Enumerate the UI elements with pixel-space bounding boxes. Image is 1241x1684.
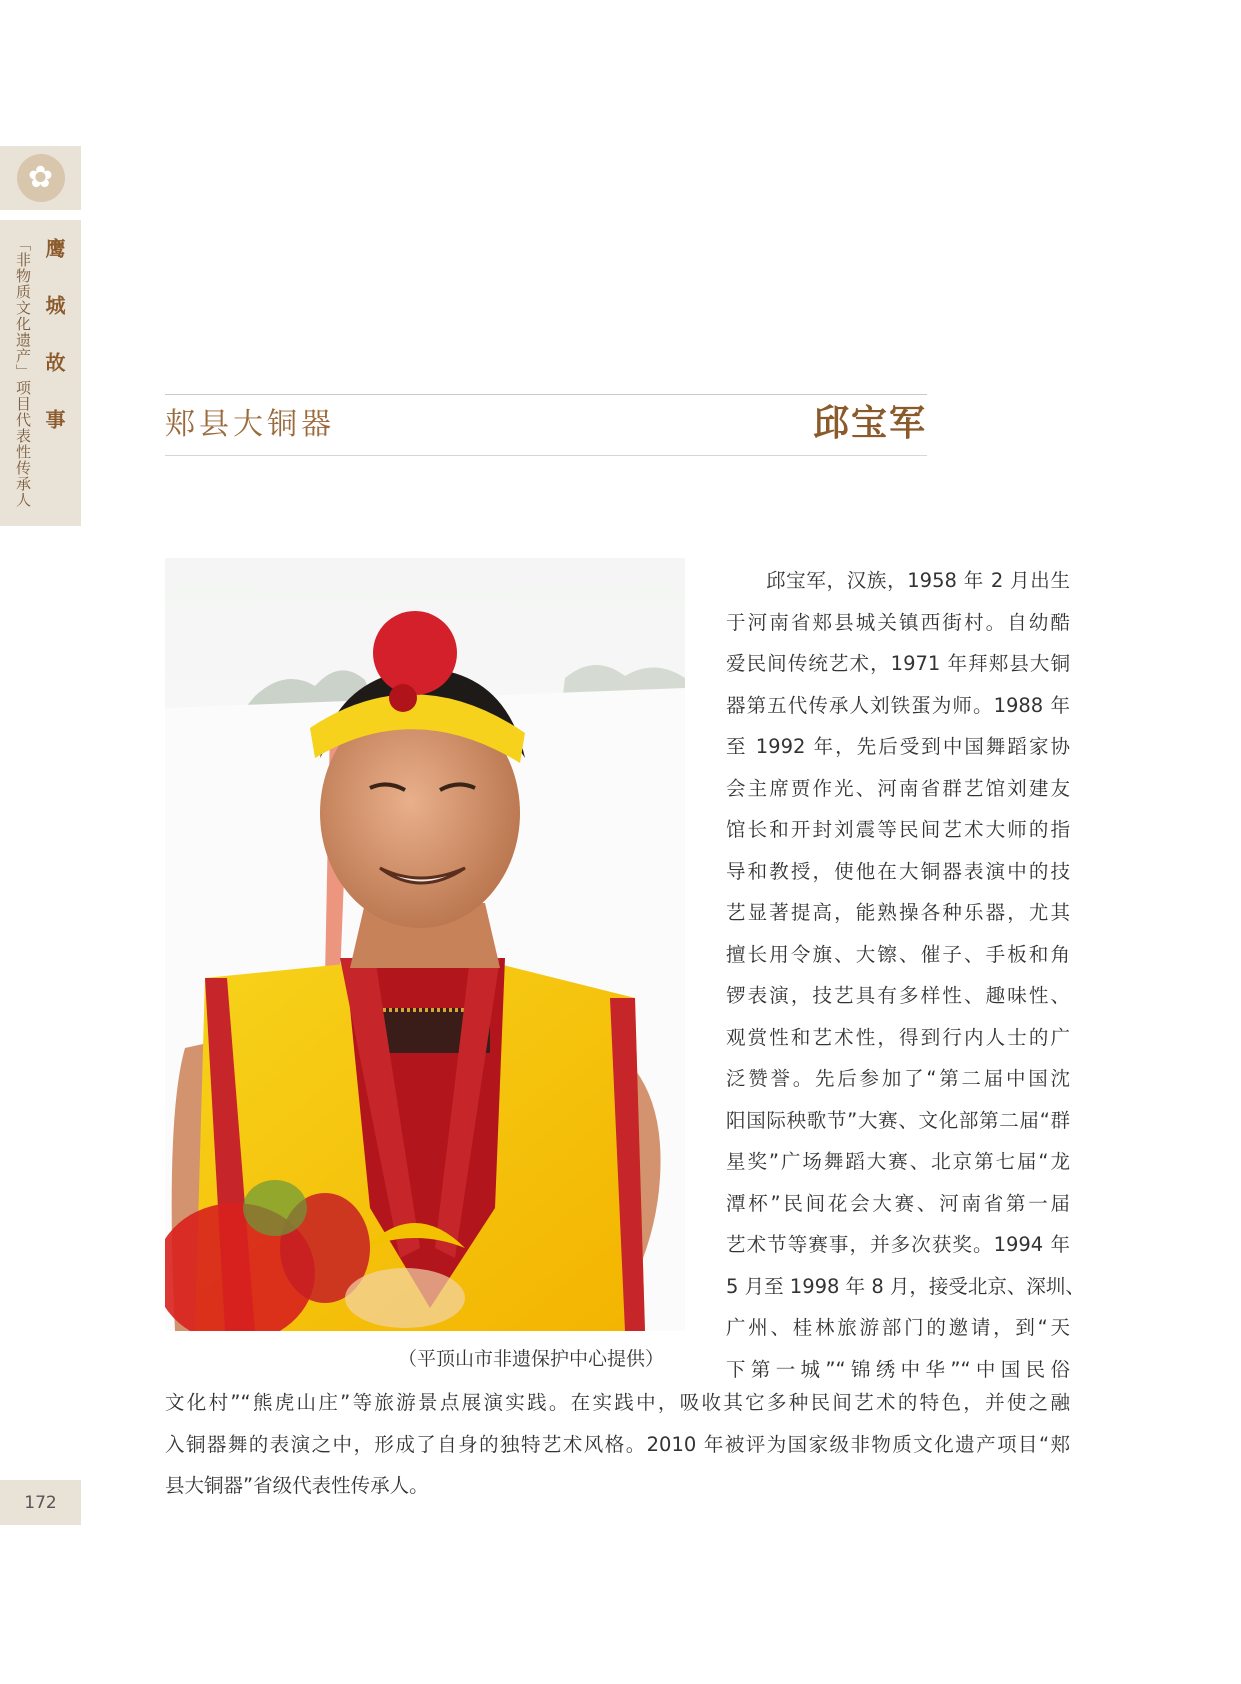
header-rule-top xyxy=(165,394,927,395)
body-line: 阳国际秧歌节”大赛、文化部第二届“群 xyxy=(726,1108,1070,1132)
body-line: 至 1992 年，先后受到中国舞蹈家协 xyxy=(726,735,1070,758)
body-line: 泛赞誉。先后参加了“第二届中国沈 xyxy=(726,1067,1070,1090)
side-emblem xyxy=(0,146,81,210)
side-tab xyxy=(0,220,81,526)
body-line: 艺术节等赛事，并多次获奖。1994 年 xyxy=(726,1233,1070,1256)
body-line: 会主席贾作光、河南省群艺馆刘建友 xyxy=(726,776,1070,800)
portrait-photo xyxy=(165,558,685,1331)
body-line: 5 月至 1998 年 8 月，接受北京、深圳、 xyxy=(726,1274,1085,1298)
body-line: 馆长和开封刘震等民间艺术大师的指 xyxy=(726,818,1070,841)
photo-caption: （平顶山市非遗保护中心提供） xyxy=(398,1348,665,1370)
body-line: 星奖”广场舞蹈大赛、北京第七届“龙 xyxy=(726,1150,1070,1173)
body-text-column xyxy=(726,560,1085,1390)
body-line: 擅长用令旗、大镲、催子、手板和角 xyxy=(726,942,1070,966)
body-line: 锣表演，技艺具有多样性、趣味性、 xyxy=(726,984,1070,1007)
body-line: 于河南省郏县城关镇西街村。自幼酷 xyxy=(726,610,1070,634)
body-line: 县大铜器”省级代表性传承人。 xyxy=(165,1474,429,1497)
body-line: 器第五代传承人刘铁蛋为师。1988 年 xyxy=(726,693,1070,717)
body-text-full-width xyxy=(165,1382,1070,1507)
header-rule-bottom xyxy=(165,455,927,456)
body-line: 邱宝军，汉族，1958 年 2 月出生 xyxy=(766,569,1070,592)
body-line: 艺显著提高，能熟操各种乐器，尤其 xyxy=(726,901,1070,924)
body-line: 文化村”“熊虎山庄”等旅游景点展演实践。在实践中，吸收其它多种民间艺术的特色，并使之融 xyxy=(165,1391,1070,1414)
body-line: 观赏性和艺术性，得到行内人士的广 xyxy=(726,1025,1070,1049)
person-name: 邱宝军 xyxy=(812,402,927,444)
ornament-roundel-icon: ✿ xyxy=(17,154,65,202)
body-line: 导和教授，使他在大铜器表演中的技 xyxy=(726,859,1070,883)
body-line: 下第一城”“锦绣中华”“中国民俗 xyxy=(726,1357,1070,1381)
page-number: 172 xyxy=(0,1480,81,1525)
book-title: 鹰城故事 xyxy=(42,238,66,466)
body-line: 爱民间传统艺术，1971 年拜郏县大铜 xyxy=(726,652,1070,675)
body-line: 入铜器舞的表演之中，形成了自身的独特艺术风格。2010 年被评为国家级非物质文化遗产项目“郏 xyxy=(165,1432,1070,1456)
body-line: 广州、桂林旅游部门的邀请，到“天 xyxy=(726,1316,1070,1339)
project-title: 郏县大铜器 xyxy=(165,407,335,442)
body-line: 潭杯”民间花会大赛、河南省第一届 xyxy=(726,1191,1070,1215)
series-title: 「非物质文化遗产」项目代表性传承人 xyxy=(14,236,32,508)
